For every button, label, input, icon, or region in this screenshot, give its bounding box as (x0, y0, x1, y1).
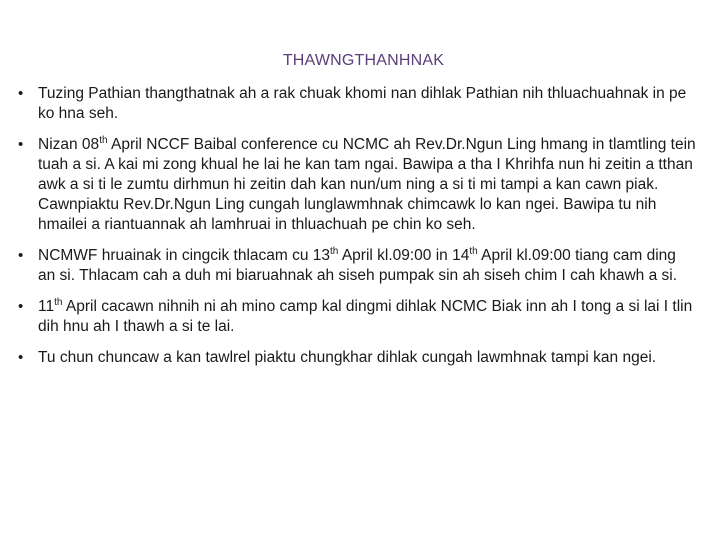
bullet-text: Tuzing Pathian thangthatnak ah a rak chuak khomi nan dihlak Pathian nih thluachuahnak in pe ko hna seh. (38, 85, 687, 122)
bullet-item (18, 297, 696, 337)
bullet-dot-icon: • (18, 349, 24, 366)
bullet-list (18, 84, 696, 379)
slide-title-text: THAWNGTHANHNAK (282, 52, 445, 69)
superscript: th (54, 297, 63, 308)
bullet-item (18, 348, 696, 368)
slide-title (0, 52, 720, 70)
bullet-dot-icon: • (18, 85, 24, 102)
bullet-text: 11 (38, 298, 55, 315)
bullet-item (18, 84, 696, 124)
bullet-text: Nizan 08 (38, 136, 100, 153)
bullet-text: April kl.09:00 tiang cam ding an si. Thlacam cah a duh mi biaruahnak ah siseh pumpak sin ah siseh chim I cah khawh a si. (38, 247, 677, 284)
bullet-item (18, 135, 696, 235)
bullet-dot-icon: • (18, 247, 24, 264)
superscript: th (469, 246, 478, 257)
superscript: th (330, 246, 339, 257)
bullet-dot-icon: • (18, 298, 24, 315)
bullet-text: Tu chun chuncaw a kan tawlrel piaktu chungkhar dihlak cungah lawmhnak tampi kan ngei. (38, 349, 657, 366)
bullet-text: April cacawn nihnih ni ah mino camp kal dingmi dihlak NCMC Biak inn ah I tong a si lai I tlin dih hnu ah I thawh a si te lai. (38, 298, 693, 335)
superscript: th (99, 135, 108, 146)
bullet-text: NCMWF hruainak in cingcik thlacam cu 13 (38, 247, 331, 264)
bullet-item (18, 246, 696, 286)
bullet-text: April kl.09:00 in 14 (338, 247, 470, 264)
bullet-dot-icon: • (18, 136, 24, 153)
bullet-text: April NCCF Baibal conference cu NCMC ah Rev.Dr.Ngun Ling hmang in tlamtling tein tuah a si. A kai mi zong khual he lai he kan tam ngai. Bawipa a tha I Khrihfa nun hi zeitin a tthan awk a si ti le zumtu dirhmun hi zeitin dah kan nun/um ning a si ti mi tampi a kan cawn piak. Cawnpiaktu Rev.Dr.Ngun Ling cungah lunglawmhnak chimcawk lo kan ngei. Bawipa tu nih hmailei a riantuannak ah lamhruai in thluachuah pe chin ko seh. (38, 136, 696, 233)
